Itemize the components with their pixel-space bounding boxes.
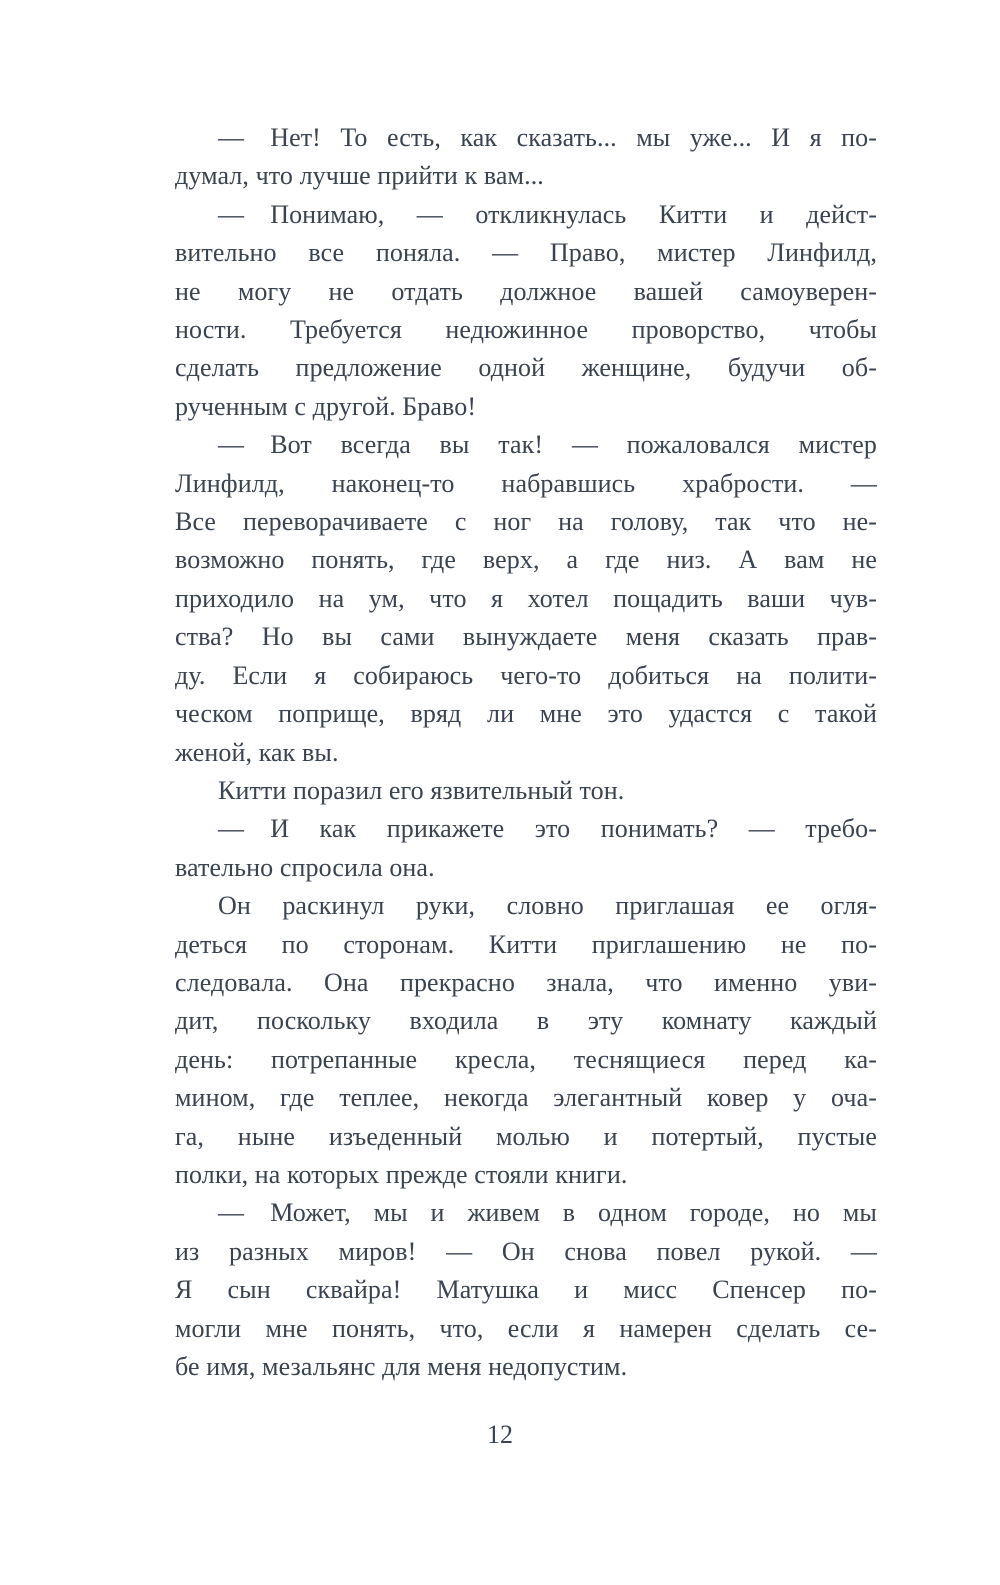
text-line: мином, где теплее, некогда элегантный ковер у оча- — [175, 1083, 877, 1113]
paragraph — [175, 810, 877, 887]
paragraph — [175, 772, 877, 810]
text-line: деться по сторонам. Китти приглашению не по- — [175, 929, 877, 959]
text-line: — Может, мы и живем в одном городе, но мы — [218, 1198, 877, 1228]
paragraph — [175, 426, 877, 772]
text-line: — Понимаю, — откликнулась Китти и дейст- — [218, 199, 877, 229]
text-line: следовала. Она прекрасно знала, что именно уви- — [175, 967, 877, 997]
text-line: ности. Требуется недюжинное проворство, чтобы — [175, 315, 877, 345]
text-line: день: потрепанные кресла, теснящиеся перед ка- — [175, 1044, 877, 1074]
text-line: бе имя, мезальянс для меня недопустим. — [175, 1352, 628, 1381]
paragraph — [175, 119, 877, 196]
text-line: Он раскинул руки, словно приглашая ее огля- — [218, 891, 877, 921]
text-line: Все переворачиваете с ног на голову, так что не- — [175, 507, 877, 537]
text-line: — Вот всегда вы так! — пожаловался мистер — [218, 430, 877, 460]
text-line: не могу не отдать должное вашей самоуверен- — [175, 276, 877, 306]
page-number: 12 — [487, 1420, 513, 1449]
text-line: думал, что лучше прийти к вам... — [175, 161, 544, 191]
text-line: ческом поприще, вряд ли мне это удастся с такой — [175, 699, 877, 729]
text-line: сделать предложение одной женщине, будучи об- — [175, 353, 877, 383]
text-line: рученным с другой. Браво! — [175, 391, 477, 421]
text-line: вительно все поняла. — Право, мистер Линфилд, — [175, 238, 877, 268]
paragraph — [175, 196, 877, 426]
text-line: — И как прикажете это понимать? — требо- — [218, 814, 877, 844]
text-line: дит, поскольку входила в эту комнату каждый — [175, 1006, 877, 1036]
paragraph — [175, 887, 877, 1194]
text-line: полки, на которых прежде стояли книги. — [175, 1159, 628, 1189]
text-line: Я сын сквайра! Матушка и мисс Спенсер по- — [175, 1275, 877, 1305]
text-line: Китти поразил его язвительный тон. — [218, 775, 625, 805]
text-line: возможно понять, где верх, а где низ. А вам не — [175, 545, 877, 575]
text-line: Линфилд, наконец-то набравшись храбрости. — — [175, 468, 877, 498]
page-text — [175, 119, 877, 1386]
paragraph — [175, 1194, 877, 1386]
text-line: ду. Если я собираюсь чего-то добиться на полити- — [175, 660, 877, 690]
text-line: ства? Но вы сами вынуждаете меня сказать прав- — [175, 622, 877, 652]
text-line: — Нет! То есть, как сказать... мы уже... И я по- — [218, 123, 877, 152]
text-line: вательно спросила она. — [175, 852, 435, 882]
text-line: из разных миров! — Он снова повел рукой. — — [175, 1236, 877, 1266]
text-line: приходило на ум, что я хотел пощадить ваши чув- — [175, 583, 877, 613]
text-line: женой, как вы. — [175, 737, 339, 767]
text-line: га, ныне изъеденный молью и потертый, пустые — [175, 1121, 877, 1151]
text-line: могли мне понять, что, если я намерен сделать се- — [175, 1313, 877, 1343]
